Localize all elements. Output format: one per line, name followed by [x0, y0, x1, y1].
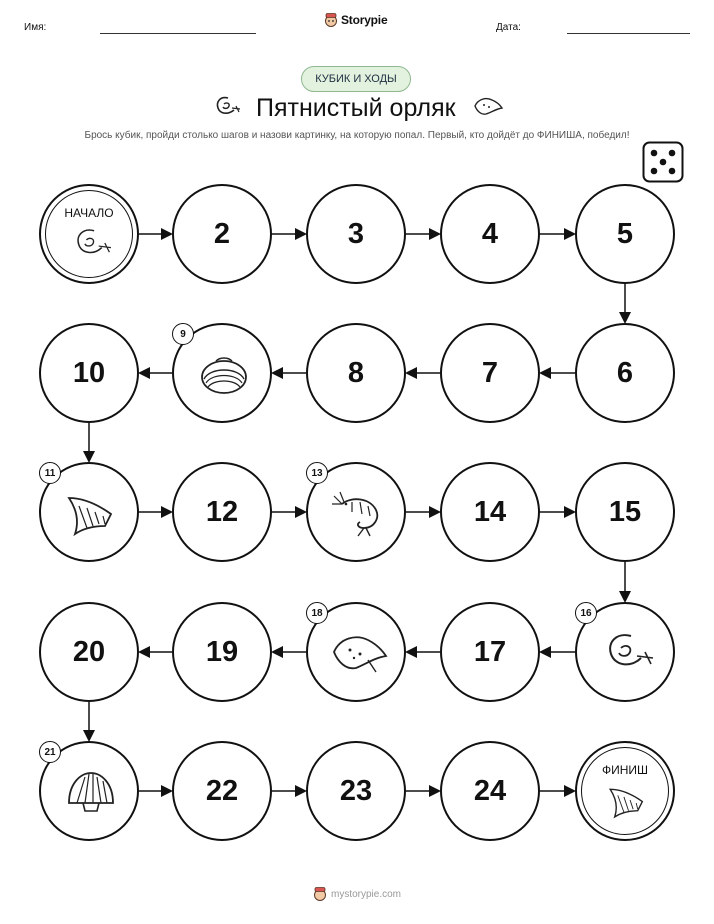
board-cell: [306, 602, 406, 702]
cell-number: 10: [72, 356, 106, 389]
date-label: Дата:: [496, 22, 521, 33]
ray-tail-icon: [597, 622, 657, 682]
cell-number: 22: [205, 774, 239, 807]
board-cell: [39, 462, 139, 562]
cell-number: 17: [473, 635, 507, 668]
cell-number: 2: [213, 217, 231, 250]
name-label: Имя:: [24, 22, 47, 33]
board-cell: [172, 462, 272, 562]
board-cell: [440, 602, 540, 702]
board-cell: [440, 462, 540, 562]
board-cell: [39, 602, 139, 702]
ray-tail-icon: [68, 220, 114, 266]
cell-number: 24: [473, 774, 507, 807]
cell-number-badge: 9: [172, 323, 194, 345]
footer: [0, 886, 714, 902]
cell-number: 15: [608, 495, 642, 528]
fin-icon: [604, 777, 650, 823]
clam-icon: [194, 343, 254, 403]
board-cell: [575, 323, 675, 423]
board-cell: [306, 323, 406, 423]
board-cell: [172, 741, 272, 841]
page-title: Пятнистый орляк: [256, 94, 456, 122]
finish-cell: [575, 741, 675, 841]
board-cell: [306, 741, 406, 841]
cell-number-badge: 21: [39, 741, 61, 763]
scallop-icon: [61, 761, 121, 821]
cell-number: 5: [616, 217, 634, 250]
cell-number: 20: [72, 635, 106, 668]
brand-name: Storypie: [341, 13, 388, 27]
board-cell: [440, 184, 540, 284]
cell-number: 23: [339, 774, 373, 807]
board-cell: [172, 184, 272, 284]
cell-number: 14: [473, 495, 507, 528]
board-cell: [306, 462, 406, 562]
board-cell: [39, 323, 139, 423]
shrimp-icon: [328, 482, 388, 542]
board-cell: [172, 602, 272, 702]
cell-number: 8: [347, 356, 365, 389]
cell-number: 12: [205, 495, 239, 528]
mascot-icon: [313, 886, 327, 902]
cell-number: 6: [616, 356, 634, 389]
board-cell: [306, 184, 406, 284]
cell-number-badge: 13: [306, 462, 328, 484]
board-cell: [440, 323, 540, 423]
cell-number: 3: [347, 217, 365, 250]
board-cell: [39, 741, 139, 841]
board-cell: [575, 602, 675, 702]
footer-link[interactable]: mystorypie.com: [330, 888, 401, 900]
board-cell: [172, 323, 272, 423]
cell-number: 7: [481, 356, 499, 389]
fin-icon: [61, 482, 121, 542]
instructions: Брось кубик, пройди столько шагов и назови картинку, на которую попал. Первый, кто дойдёт до ФИНИША, победил!: [84, 130, 630, 141]
cell-number: 19: [205, 635, 239, 668]
start-cell: [39, 184, 139, 284]
finish-label: ФИНИШ: [601, 763, 649, 777]
category-badge: КУБИК И ХОДЫ: [301, 66, 411, 92]
cell-number: 4: [481, 217, 499, 250]
cell-number-badge: 11: [39, 462, 61, 484]
start-label: НАЧАЛО: [64, 206, 114, 220]
cell-number-badge: 16: [575, 602, 597, 624]
board-cell: [575, 184, 675, 284]
ray-icon: [328, 622, 388, 682]
board-cell: [440, 741, 540, 841]
cell-number-badge: 18: [306, 602, 328, 624]
board-cell: [575, 462, 675, 562]
